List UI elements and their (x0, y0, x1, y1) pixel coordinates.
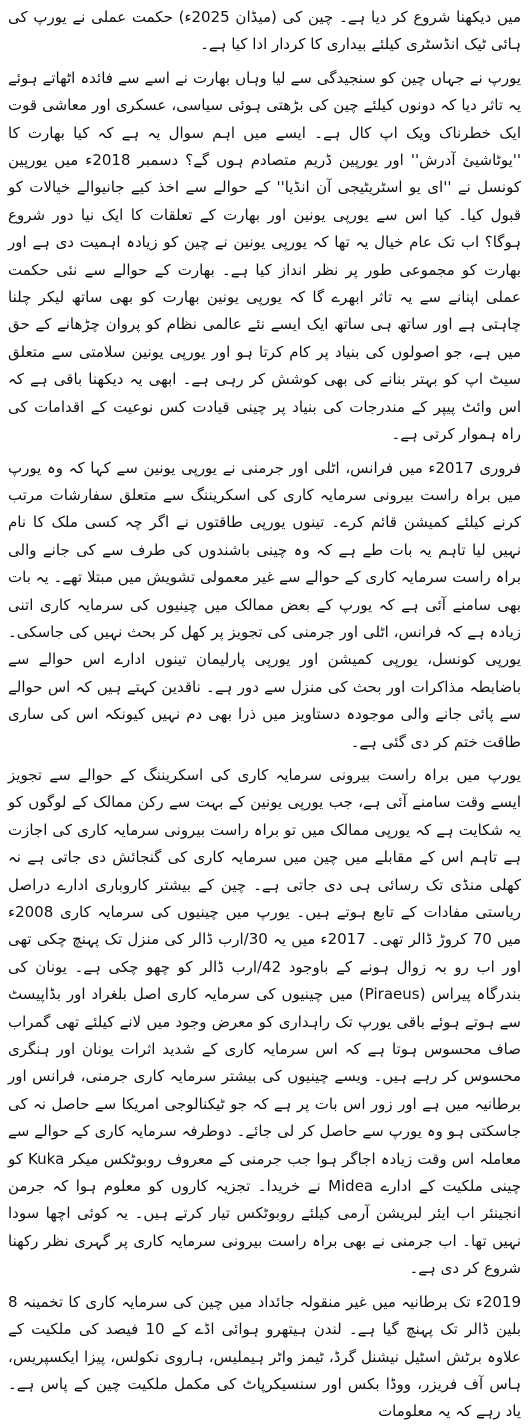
article-paragraph-europe-india: یورپ نے جہاں چین کو سنجیدگی سے لیا وہاں بھارت نے اسے سے فائدہ اٹھاتے ہوئے یہ تاثر دیا کہ دونوں کیلئے چین کی بڑھتی ہوئی سیاسی، عسکری اور معاشی قوت ایک خطرناک ویک اپ کال ہے۔ ایسے میں اہم سوال یہ ہے کہ کیا بھارت کا ''یوٹاشیئ آدرش'' اور یورپین ڈریم متصادم ہوں گے؟ دسمبر 2018ء میں یورپین کونسل نے ''ای یو اسٹریٹیجی آن انڈیا'' کے حوالے سے اخذ کیے جانیوالے خیالات کو قبول کیا۔ کیا اس سے یورپی یونین اور بھارت کے تعلقات کا ایک نیا دور شروع ہوگا؟ اب تک عام خیال یہ تھا کہ یورپی یونین نے چین کو زیادہ اہمیت دی ہے اور بھارت کو مجموعی طور پر نظر انداز کیا ہے۔ بھارت کے حوالے سے نئی حکمت عملی اپنانے سے یہ تاثر ابھرے گا کہ یورپی یونین بھارت کو بھی ساتھ لیکر چلنا چاہتی ہے اور ساتھ ہی ساتھ ایک ایسے نئے عالمی نظام کو پروان چڑھانے کے حق میں ہے، جو اصولوں کی بنیاد پر کام کرتا ہو اور یورپی یونین سلامتی سے متعلق سیٹ اپ کو بہتر بنانے کی بھی کوشش کر رہی ہے۔ ابھی یہ دیکھنا باقی ہے کہ اس وائٹ پیپر کے مندرجات کی بنیاد پر چینی قیادت کس نوعیت کے اقدامات کی راہ ہموار کرتی ہے۔ (8, 68, 521, 444)
article-paragraph-uk-property: 2019ء تک برطانیہ میں غیر منقولہ جائداد میں چین کی سرمایہ کاری کا تخمینہ 8 بلین ڈالر تک پہنچ گیا ہے۔ لندن ہیتھرو ہوائی اڈے کے 10 فیصد کی ملکیت کے علاوہ برٹش اسٹیل نیشنل گرڈ، ٹیمز واٹر ہیملیس، ہاروی نکولس، پیزا ایکسپریس، ہاس آف فریزر، ووڈا بکس اور سنسیکرپاٹ کی مکمل ملکیت چین کے پاس ہے۔ یاد رہے کہ یہ معلومات (8, 1292, 521, 1421)
article-paragraph-investment-screening: فروری 2017ء میں فرانس، اٹلی اور جرمنی نے یورپی یونین سے کہا کہ وہ یورپ میں براہ راست بیرونی سرمایہ کاری کی اسکریننگ سے متعلق سفارشات مرتب کرنے کیلئے کمیشن قائم کرے۔ تینوں یورپی طاقتوں نے اگر چہ کسی ملک کا نام نہیں لیا تاہم یہ بات طے ہے کہ وہ چینی باشندوں کی طرف سے کی جانے والی براہ راست سرمایہ کاری کے حوالے سے غیر معمولی تشویش میں مبتلا تھے۔ یہ بات بھی سامنے آئی ہے کہ یورپ کے بعض ممالک میں چینیوں کی سرمایہ کاری اتنی زیادہ ہے کہ فرانس، اٹلی اور جرمنی کی تجویز پر کھل کر بحث نہیں کی جاسکی۔ یورپی کونسل، یورپی کمیشن اور یورپی پارلیمان تینوں ادارے اس حوالے سے باضابطہ مذاکرات اور بحث کی منزل سے دور ہے۔ ناقدین کہتے ہیں کہ اس حوالے سے پائی جانے والی موجودہ دستاویز میں ذرا بھی دم نہیں کیونکہ اس کی ساری طاقت ختم کر دی گئی ہے۔ (8, 458, 521, 751)
article-paragraph-intro: میں دیکھنا شروع کر دیا ہے۔ چین کی (میڈان 2025ء) حکمت عملی نے یورپ کی ہائی ٹیک انڈسٹری کیلئے بیداری کا کردار ادا کیا ہے۔ (8, 8, 521, 54)
article-paragraph-chinese-investment: یورپ میں براہ راست بیرونی سرمایہ کاری کی اسکریننگ کے حوالے سے تجویز ایسے وقت سامنے آئی ہے، جب یورپی یونین کے بہت سے رکن ممالک کے لوگوں کو یہ شکایت ہے کہ یورپی ممالک میں تو براہ راست بیرونی سرمایہ کاری کی اجازت ہے تاہم اس کے مقابلے میں چین میں سرمایہ کاری کی گنجائش دی جاتی ہے نہ کھلی منڈی تک رسائی ہی دی جاتی ہے۔ چین کے بیشتر کاروباری ادارے دراصل ریاستی مفادات کے تابع ہوتے ہیں۔ یورپ میں چینیوں کی سرمایہ کاری 2008ء میں 70 کروڑ ڈالر تھی۔ 2017ء میں یہ 30/ارب ڈالر کی منزل تک پہنچ چکی تھی اور اب رو بہ زوال ہونے کے باوجود 42/ارب ڈالر کو چھو چکی ہے۔ یونان کی بندرگاہ پیراس (Piraeus) میں چینیوں کی سرمایہ کاری اصل بلغراد اور بڈاپیسٹ سے ہوتے ہوئے باقی یورپ تک راہداری کو معرض وجود میں لانے کیلئے تھی گمراب صاف محسوس ہوتا ہے کہ اس سرمایہ کاری کے شدید اثرات یونان اور ہنگری محسوس کر رہے ہیں۔ ویسے چینیوں کی بیشتر سرمایہ کاری جرمنی، فرانس اور برطانیہ میں ہے اور زور اس بات پر ہے کہ جو ٹیکنالوجی امریکا سے حاصل نہ کی جاسکتی ہو وہ یورپ سے حاصل کر لی جائے۔ دوطرفہ سرمایہ کاری کے حوالے سے معاملہ اس وقت زیادہ اجاگر ہوا جب جرمنی کے معروف روبوٹکس میکر Kuka کو چینی ملکیت کے ادارے Midea نے خریدا۔ تجزیہ کاروں کو معلوم ہوا کہ جرمن انجینئر اب ایئر لبریشن آرمی کیلئے روبوٹکس تیار کرتے ہیں۔ یہ کوئی اچھا سودا نہیں تھا۔ اب جرمنی نے بھی براہ راست بیرونی سرمایہ کاری پر گہری نظر رکھنا شروع کر دی ہے۔ (8, 765, 521, 1278)
